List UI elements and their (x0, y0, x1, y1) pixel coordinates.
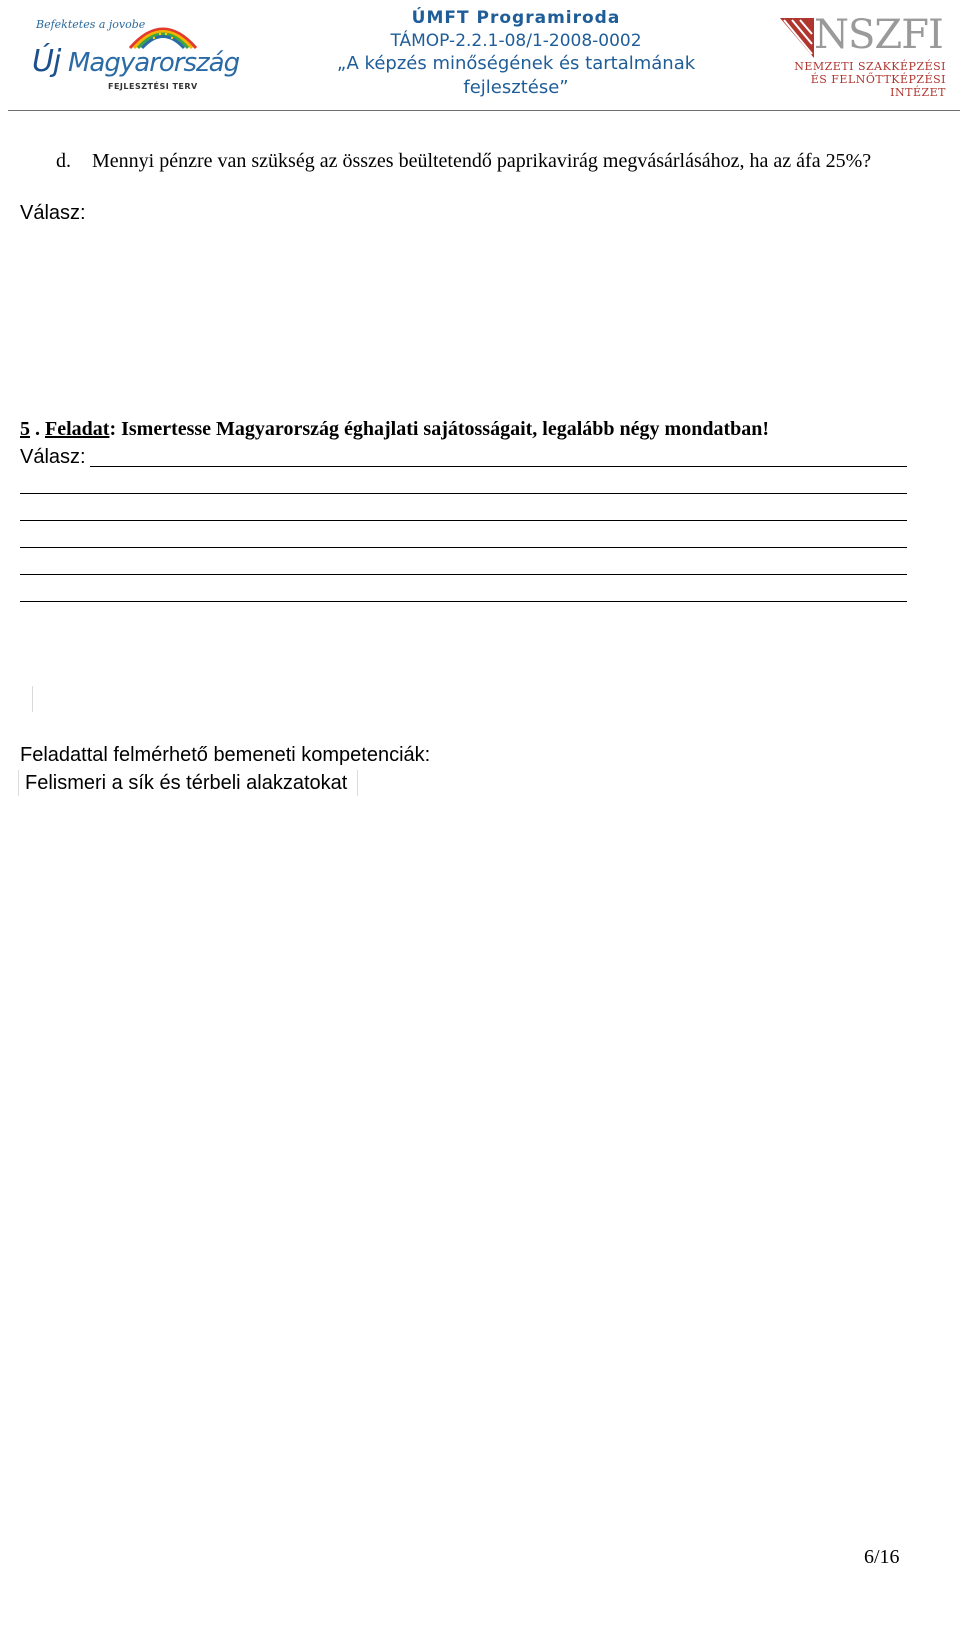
program-office-heading (296, 6, 736, 100)
answer-label-d: Válasz: (20, 202, 86, 224)
header-line-2: TÁMOP-2.2.1-08/1-2008-0002 (390, 31, 642, 51)
answer-line-5[interactable] (20, 574, 907, 575)
task-5-text: : Ismertesse Magyarország éghajlati sajátosságait, legalább négy mondatban! (109, 418, 770, 440)
page-header (0, 0, 960, 112)
answer-line-2[interactable] (20, 493, 907, 494)
task-5-number: 5 (20, 418, 30, 440)
rainbow-arc-icon (128, 16, 198, 50)
answer-line-3[interactable] (20, 520, 907, 521)
nszfi-wordmark: NSZFI (814, 12, 943, 58)
logo-brand-sub: FEJLESZTÉSI TERV (108, 82, 198, 91)
logo-brand-main: Magyarország (68, 48, 240, 78)
nszfi-subtitle-line-1: NEMZETI SZAKKÉPZÉSI (794, 60, 946, 73)
answer-line-4[interactable] (20, 547, 907, 548)
answer-line-6[interactable] (20, 601, 907, 602)
question-d-text: Mennyi pénzre van szükség az összes beültetendő paprikavirág megvásárlásához, ha az áfa 25%? (92, 150, 872, 172)
nszfi-subtitle-line-2: ÉS FELNŐTTKÉPZÉSI INTÉZET (810, 73, 946, 99)
nszfi-emblem-icon (780, 18, 814, 58)
header-divider (8, 110, 960, 111)
task-5-heading (20, 418, 769, 441)
header-line-4: fejlesztése” (463, 77, 569, 98)
text-cursor-marker (32, 686, 33, 712)
page-number: 6/16 (864, 1546, 900, 1568)
task-5-label: Feladat (45, 418, 110, 440)
question-d-letter: d. (56, 150, 71, 172)
answer-label-5: Válasz: (20, 446, 86, 468)
nszfi-subtitle (780, 60, 946, 99)
task-5-separator: . (30, 418, 45, 440)
answer-line-1[interactable] (90, 466, 907, 467)
competencies-label: Feladattal felmérhető bemeneti kompetenciák: (20, 744, 431, 766)
header-line-3: „A képzés minőségének és tartalmának (336, 53, 696, 74)
competency-item: Felismeri a sík és térbeli alakzatokat (18, 770, 358, 796)
nszfi-logo (780, 12, 946, 99)
logo-tagline: Befektetes a jovobe (36, 18, 146, 31)
uj-magyarorszag-logo (28, 14, 240, 92)
header-line-1: ÚMFT Programiroda (411, 8, 621, 28)
logo-brand-uj: Új (32, 44, 61, 79)
